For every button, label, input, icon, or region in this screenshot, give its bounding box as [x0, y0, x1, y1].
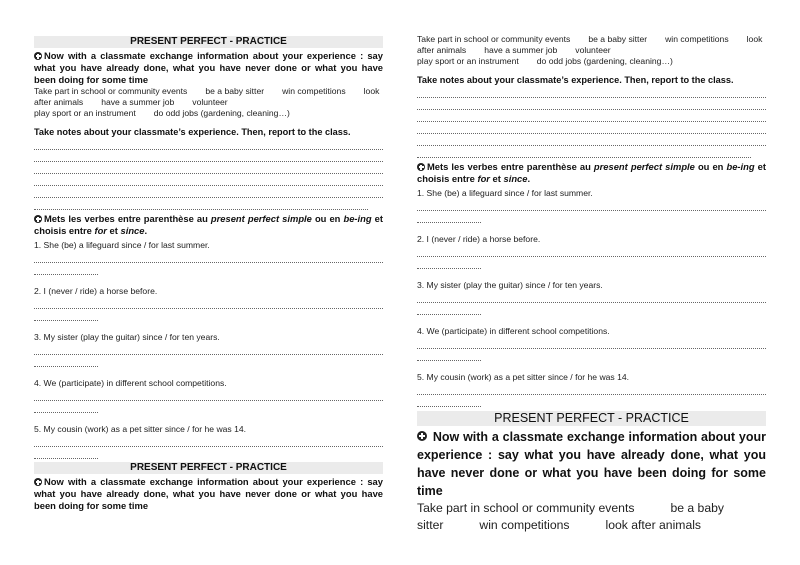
activity: be a baby sitter — [588, 34, 648, 44]
activity: be a baby sitter — [205, 86, 265, 96]
answer-line[interactable] — [34, 343, 383, 355]
answer-line[interactable] — [417, 199, 766, 211]
answer-line[interactable] — [417, 110, 766, 122]
question-text: 2. I (never / ride) a horse before. — [34, 286, 158, 296]
activity: Take part in school or community events — [417, 501, 635, 515]
worksheet-title: PRESENT PERFECT - PRACTICE — [34, 462, 383, 474]
question-text: 5. My cousin (work) as a pet sitter since / for he was 14. — [417, 372, 630, 382]
notes-instruction: Take notes about your classmate’s experience. Then, report to the class. — [417, 75, 734, 85]
answer-line[interactable] — [34, 309, 98, 321]
answer-line[interactable] — [417, 303, 481, 315]
answer-line[interactable] — [417, 337, 766, 349]
answer-line[interactable] — [34, 138, 383, 150]
notes-instruction: Take notes about your classmate’s experience. Then, report to the class. — [34, 127, 351, 137]
worksheet-title-large: PRESENT PERFECT - PRACTICE — [417, 411, 766, 426]
answer-line[interactable] — [417, 146, 751, 158]
question-item — [417, 188, 766, 223]
answer-line[interactable] — [417, 98, 766, 110]
activity: play sport or an instrument — [417, 56, 519, 66]
activity: Take part in school or community events — [417, 34, 571, 44]
question-text: 1. She (be) a lifeguard since / for last summer. — [34, 240, 210, 250]
answer-line[interactable] — [417, 257, 481, 269]
question-item — [417, 372, 766, 407]
activity: look after animals — [417, 34, 763, 55]
question-item — [417, 234, 766, 269]
activity: be a baby sitter — [417, 501, 724, 532]
activity: look after animals — [34, 86, 380, 107]
plus-circle-icon — [34, 478, 42, 486]
question-item — [417, 280, 766, 315]
grammar-instruction: Mets les verbes entre parenthèse au present perfect simple ou en be-ing et choisis entre for et since. — [34, 213, 383, 236]
activity: play sport or an instrument — [34, 108, 136, 118]
plus-circle-icon — [34, 52, 42, 60]
answer-line[interactable] — [34, 447, 98, 459]
left-column — [34, 36, 383, 512]
answer-line[interactable] — [417, 245, 766, 257]
plus-circle-icon — [34, 215, 42, 223]
exchange-instruction: Now with a classmate exchange information about your experience : say what you have already done, what you have never done or what you have been doing for some time — [34, 50, 383, 85]
question-text: 2. I (never / ride) a horse before. — [417, 234, 541, 244]
answer-line[interactable] — [417, 291, 766, 303]
worksheet-title: PRESENT PERFECT - PRACTICE — [34, 36, 383, 48]
answer-line[interactable] — [34, 162, 383, 174]
answer-line[interactable] — [417, 349, 481, 361]
exchange-instruction: Now with a classmate exchange information about your experience : say what you have already done, what you have never done or what you have been doing for some time — [34, 476, 383, 511]
exchange-instruction-large: Now with a classmate exchange information about your experience : say what you have already done, what you have never done or what you have been doing for some time — [417, 430, 766, 498]
question-text: 5. My cousin (work) as a pet sitter since / for he was 14. — [34, 424, 247, 434]
answer-line[interactable] — [417, 86, 766, 98]
activity-list — [417, 34, 766, 67]
grammar-instruction: Mets les verbes entre parenthèse au present perfect simple ou en be-ing et choisis entre for et since. — [417, 161, 766, 184]
answer-line[interactable] — [417, 383, 766, 395]
activity: do odd jobs (gardening, cleaning…) — [153, 108, 290, 118]
activity: do odd jobs (gardening, cleaning…) — [536, 56, 673, 66]
question-item — [417, 326, 766, 361]
activity: have a summer job — [484, 45, 558, 55]
answer-line[interactable] — [417, 134, 766, 146]
question-text: 4. We (participate) in different school competitions. — [34, 378, 227, 388]
activity: volunteer — [575, 45, 611, 55]
activity: Take part in school or community events — [34, 86, 188, 96]
plus-circle-icon — [417, 163, 425, 171]
activity: win competitions — [665, 34, 729, 44]
answer-line[interactable] — [34, 150, 383, 162]
answer-line[interactable] — [34, 297, 383, 309]
answer-line[interactable] — [34, 389, 383, 401]
activity: look after animals — [605, 518, 702, 532]
question-text: 4. We (participate) in different school competitions. — [417, 326, 610, 336]
question-item — [34, 424, 383, 459]
activity: win competitions — [282, 86, 346, 96]
answer-line[interactable] — [34, 186, 383, 198]
answer-line[interactable] — [417, 122, 766, 134]
answer-line[interactable] — [34, 263, 98, 275]
answer-line[interactable] — [34, 198, 368, 210]
activity: volunteer — [192, 97, 228, 107]
right-column — [417, 34, 766, 534]
activity: win competitions — [479, 518, 570, 532]
answer-line[interactable] — [34, 251, 383, 263]
activity-list-large — [417, 500, 766, 534]
plus-circle-icon — [417, 431, 427, 441]
question-text: 3. My sister (play the guitar) since / for ten years. — [34, 332, 220, 342]
activity: have a summer job — [101, 97, 175, 107]
question-item — [34, 378, 383, 413]
question-item — [34, 332, 383, 367]
answer-line[interactable] — [34, 174, 383, 186]
question-item — [34, 240, 383, 275]
answer-line[interactable] — [34, 401, 98, 413]
activity-list — [34, 86, 383, 119]
answer-line[interactable] — [34, 435, 383, 447]
answer-line[interactable] — [34, 355, 98, 367]
question-text: 3. My sister (play the guitar) since / for ten years. — [417, 280, 603, 290]
question-text: 1. She (be) a lifeguard since / for last summer. — [417, 188, 593, 198]
answer-line[interactable] — [417, 395, 481, 407]
question-item — [34, 286, 383, 321]
answer-line[interactable] — [417, 211, 481, 223]
